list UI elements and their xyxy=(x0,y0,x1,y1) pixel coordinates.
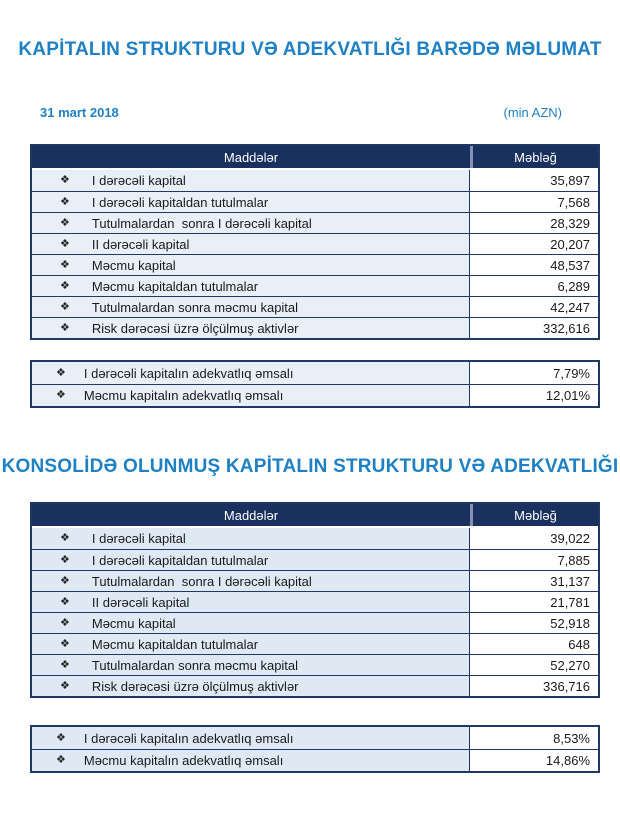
table-row xyxy=(32,675,598,696)
report-date: 31 mart 2018 xyxy=(40,105,119,120)
row-label-cell xyxy=(32,255,470,275)
diamond-bullet-icon: ❖ xyxy=(60,321,70,334)
row-value: 28,329 xyxy=(470,213,598,233)
row-value: 52,918 xyxy=(470,613,598,633)
table-row xyxy=(32,749,598,771)
diamond-bullet-icon: ❖ xyxy=(60,595,70,608)
row-value: 52,270 xyxy=(470,655,598,675)
row-value: 648 xyxy=(470,634,598,654)
table-row xyxy=(32,384,598,406)
row-value: 7,885 xyxy=(470,550,598,570)
row-label-cell xyxy=(32,528,470,549)
row-label-cell xyxy=(32,276,470,296)
row-value: 7,79% xyxy=(470,362,598,384)
row-value: 39,022 xyxy=(470,528,598,549)
diamond-bullet-icon: ❖ xyxy=(56,389,66,401)
column-header-items: Maddələr xyxy=(223,507,279,523)
row-label: II dərəcəli kapital xyxy=(91,594,190,610)
diamond-bullet-icon: ❖ xyxy=(60,237,70,250)
table-row xyxy=(32,254,598,275)
diamond-bullet-icon: ❖ xyxy=(60,258,70,271)
table-row xyxy=(32,275,598,296)
row-label-cell xyxy=(32,170,470,191)
row-label-cell xyxy=(32,234,470,254)
diamond-bullet-icon: ❖ xyxy=(60,195,70,208)
report-meta-row xyxy=(40,104,562,121)
row-label: Məcmu kapital xyxy=(91,257,176,273)
diamond-bullet-icon: ❖ xyxy=(56,731,66,744)
row-value: 14,86% xyxy=(470,750,598,771)
row-label-cell xyxy=(32,750,470,771)
row-label: Tutulmalardan sonra məcmu kapital xyxy=(91,657,299,673)
diamond-bullet-icon: ❖ xyxy=(56,366,66,379)
row-value: 336,716 xyxy=(470,676,598,696)
diamond-bullet-icon: ❖ xyxy=(60,679,70,692)
row-value: 48,537 xyxy=(470,255,598,275)
table-row xyxy=(32,633,598,654)
row-label-cell xyxy=(32,571,470,591)
row-label-cell xyxy=(32,213,470,233)
row-label-cell xyxy=(32,550,470,570)
row-value: 35,897 xyxy=(470,170,598,191)
table-row xyxy=(32,170,598,191)
row-label-cell xyxy=(32,362,470,384)
capital-structure-table xyxy=(30,144,600,340)
row-value: 6,289 xyxy=(470,276,598,296)
row-label: I dərəcəli kapital xyxy=(91,173,186,188)
row-label: I dərəcəli kapitaldan tutulmalar xyxy=(91,552,269,568)
row-label: II dərəcəli kapital xyxy=(91,236,190,252)
adequacy-ratio-table xyxy=(30,360,600,408)
diamond-bullet-icon: ❖ xyxy=(60,279,70,292)
consolidated-adequacy-ratio-table xyxy=(30,725,600,773)
table-row xyxy=(32,317,598,338)
row-value: 12,01% xyxy=(470,385,598,406)
row-label: Risk dərəcəsi üzrə ölçülmuş aktivlər xyxy=(91,320,299,336)
column-header-amount: Məbləğ xyxy=(470,504,598,526)
row-label: Risk dərəcəsi üzrə ölçülmuş aktivlər xyxy=(91,678,299,694)
diamond-bullet-icon: ❖ xyxy=(56,754,66,766)
row-value: 8,53% xyxy=(470,727,598,749)
row-label: Məcmu kapital xyxy=(91,615,176,631)
diamond-bullet-icon: ❖ xyxy=(60,553,70,566)
table-row xyxy=(32,549,598,570)
table-row xyxy=(32,233,598,254)
row-label: Məcmu kapitalın adekvatlıq əmsalı xyxy=(83,388,284,403)
currency-unit: (min AZN) xyxy=(503,105,562,120)
row-label: Məcmu kapitalın adekvatlıq əmsalı xyxy=(83,753,284,768)
table-row xyxy=(32,191,598,212)
diamond-bullet-icon: ❖ xyxy=(60,616,70,629)
row-label-cell xyxy=(32,592,470,612)
row-value: 31,137 xyxy=(470,571,598,591)
row-label: I dərəcəli kapital xyxy=(91,531,186,546)
diamond-bullet-icon: ❖ xyxy=(60,300,70,313)
table-row xyxy=(32,212,598,233)
table-header-row xyxy=(32,146,598,170)
consolidated-capital-structure-table xyxy=(30,502,600,698)
table-row xyxy=(32,727,598,749)
row-label: Tutulmalardan sonra I dərəcəli kapital xyxy=(91,573,312,589)
table-row xyxy=(32,362,598,384)
row-value: 21,781 xyxy=(470,592,598,612)
diamond-bullet-icon: ❖ xyxy=(60,216,70,229)
table-row xyxy=(32,528,598,549)
row-value: 7,568 xyxy=(470,192,598,212)
row-label-cell xyxy=(32,385,470,406)
diamond-bullet-icon: ❖ xyxy=(60,532,70,544)
row-label: I dərəcəli kapitaldan tutulmalar xyxy=(91,194,269,210)
row-label-cell xyxy=(32,676,470,696)
row-label-cell xyxy=(32,318,470,338)
table-row xyxy=(32,654,598,675)
row-label-cell xyxy=(32,727,470,749)
row-label-cell xyxy=(32,655,470,675)
column-header-amount: Məbləğ xyxy=(470,146,598,168)
diamond-bullet-icon: ❖ xyxy=(60,658,70,671)
consolidated-section-title: KONSOLİDƏ OLUNMUŞ KAPİTALIN STRUKTURU VƏ ADEKVATLIĞI xyxy=(1,456,619,477)
row-label: Məcmu kapitaldan tutulmalar xyxy=(91,278,259,294)
row-value: 332,616 xyxy=(470,318,598,338)
row-label-cell xyxy=(32,634,470,654)
table-row xyxy=(32,591,598,612)
row-label: I dərəcəli kapitalın adekvatlıq əmsalı xyxy=(83,365,294,381)
table-row xyxy=(32,570,598,591)
row-label: Tutulmalardan sonra I dərəcəli kapital xyxy=(91,215,312,231)
row-label: Tutulmalardan sonra məcmu kapital xyxy=(91,299,299,315)
row-label: Məcmu kapitaldan tutulmalar xyxy=(91,636,259,652)
table-row xyxy=(32,612,598,633)
row-label-cell xyxy=(32,192,470,212)
column-header-items: Maddələr xyxy=(223,149,279,165)
row-label-cell xyxy=(32,613,470,633)
page-title: KAPİTALIN STRUKTURU VƏ ADEKVATLIĞI BARƏDƏ MƏLUMAT xyxy=(18,39,602,60)
table-row xyxy=(32,296,598,317)
row-label: I dərəcəli kapitalın adekvatlıq əmsalı xyxy=(83,730,294,746)
row-value: 20,207 xyxy=(470,234,598,254)
diamond-bullet-icon: ❖ xyxy=(60,574,70,587)
row-label-cell xyxy=(32,297,470,317)
diamond-bullet-icon: ❖ xyxy=(60,174,70,186)
row-value: 42,247 xyxy=(470,297,598,317)
diamond-bullet-icon: ❖ xyxy=(60,637,70,650)
table-header-row xyxy=(32,504,598,528)
